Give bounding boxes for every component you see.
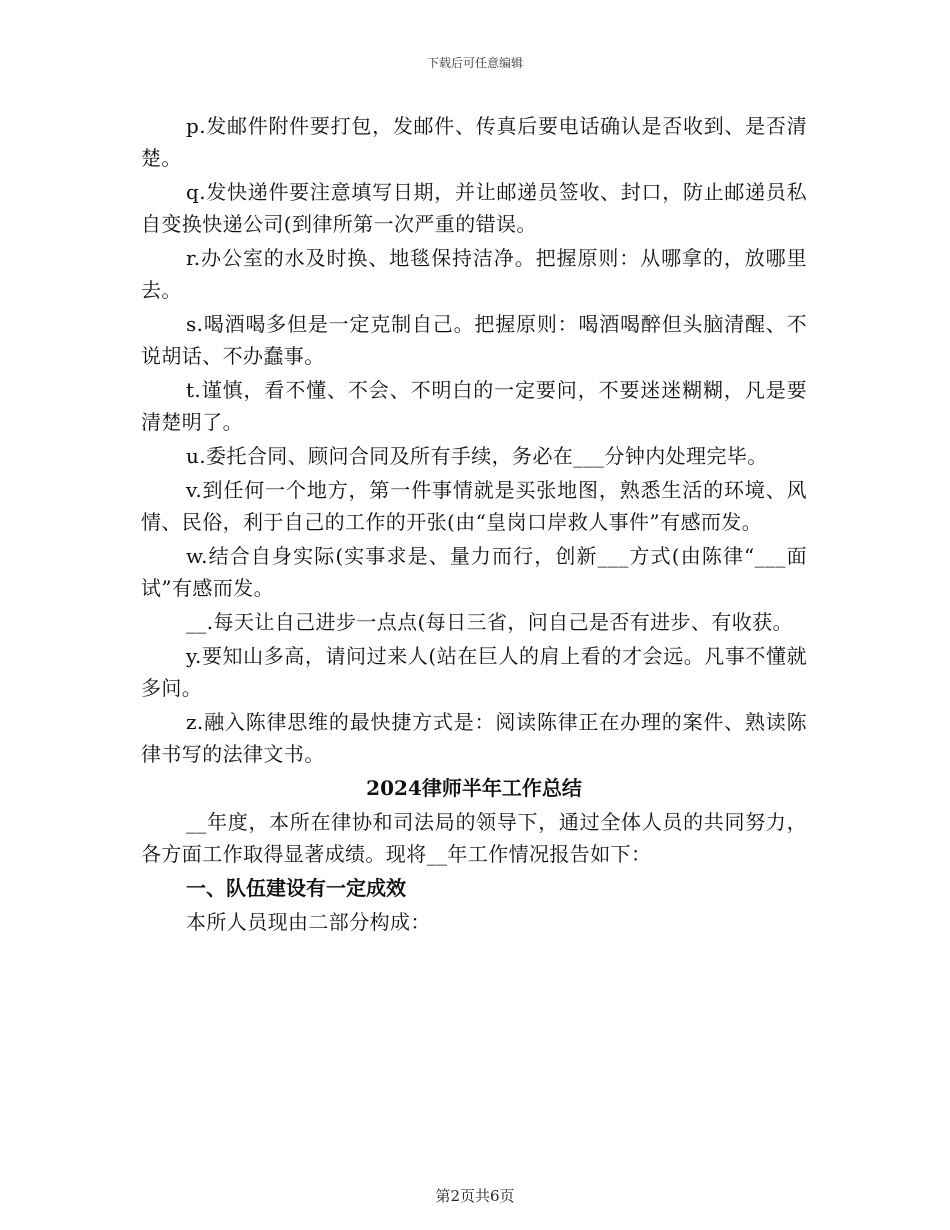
section-title: 2024律师半年工作总结 <box>366 776 582 800</box>
list-item-p: p.发邮件附件要打包，发邮件、传真后要电话确认是否收到、是否清楚。 <box>141 114 807 170</box>
list-item-r: r.办公室的水及时换、地毯保持洁净。把握原则：从哪拿的，放哪里去。 <box>141 246 807 302</box>
page-footer: 第2页共6页 <box>435 1187 515 1205</box>
list-item-x: __.每天让自己进步一点点(每日三省，问自己是否有进步、有收获。 <box>186 610 793 634</box>
page-header: 下载后可任意编辑 <box>426 56 523 70</box>
section-body: 本所人员现由二部分构成： <box>186 910 431 934</box>
section-intro: __年度，本所在律协和司法局的领导下，通过全体人员的共同努力，各方面工作取得显著成绩。现将__年工作情况报告如下： <box>141 810 807 866</box>
list-item-v: v.到任何一个地方，第一件事情就是买张地图，熟悉生活的环境、风情、民俗，利于自己的工作的开张(由“皇岗口岸救人事件”有感而发。 <box>141 478 807 534</box>
list-item-q: q.发快递件要注意填写日期，并让邮递员签收、封口，防止邮递员私自变换快递公司(到律所第一次严重的错误。 <box>141 180 807 236</box>
list-item-t: t.谨慎，看不懂、不会、不明白的一定要问，不要迷迷糊糊，凡是要清楚明了。 <box>141 378 807 434</box>
list-item-u: u.委托合同、顾问合同及所有手续，务必在___分钟内处理完毕。 <box>186 444 768 468</box>
document-body <box>141 110 807 940</box>
section-heading: 一、队伍建设有一定成效 <box>186 876 406 900</box>
list-item-y: y.要知山多高，请问过来人(站在巨人的肩上看的才会远。凡事不懂就多问。 <box>141 644 807 700</box>
list-item-w: w.结合自身实际(实事求是、量力而行，创新___方式(由陈律“___面试”有感而发。 <box>141 544 807 600</box>
list-item-z: z.融入陈律思维的最快捷方式是：阅读陈律正在办理的案件、熟读陈律书写的法律文书。 <box>141 710 807 766</box>
list-item-s: s.喝酒喝多但是一定克制自己。把握原则：喝酒喝醉但头脑清醒、不说胡话、不办蠢事。 <box>141 312 807 368</box>
